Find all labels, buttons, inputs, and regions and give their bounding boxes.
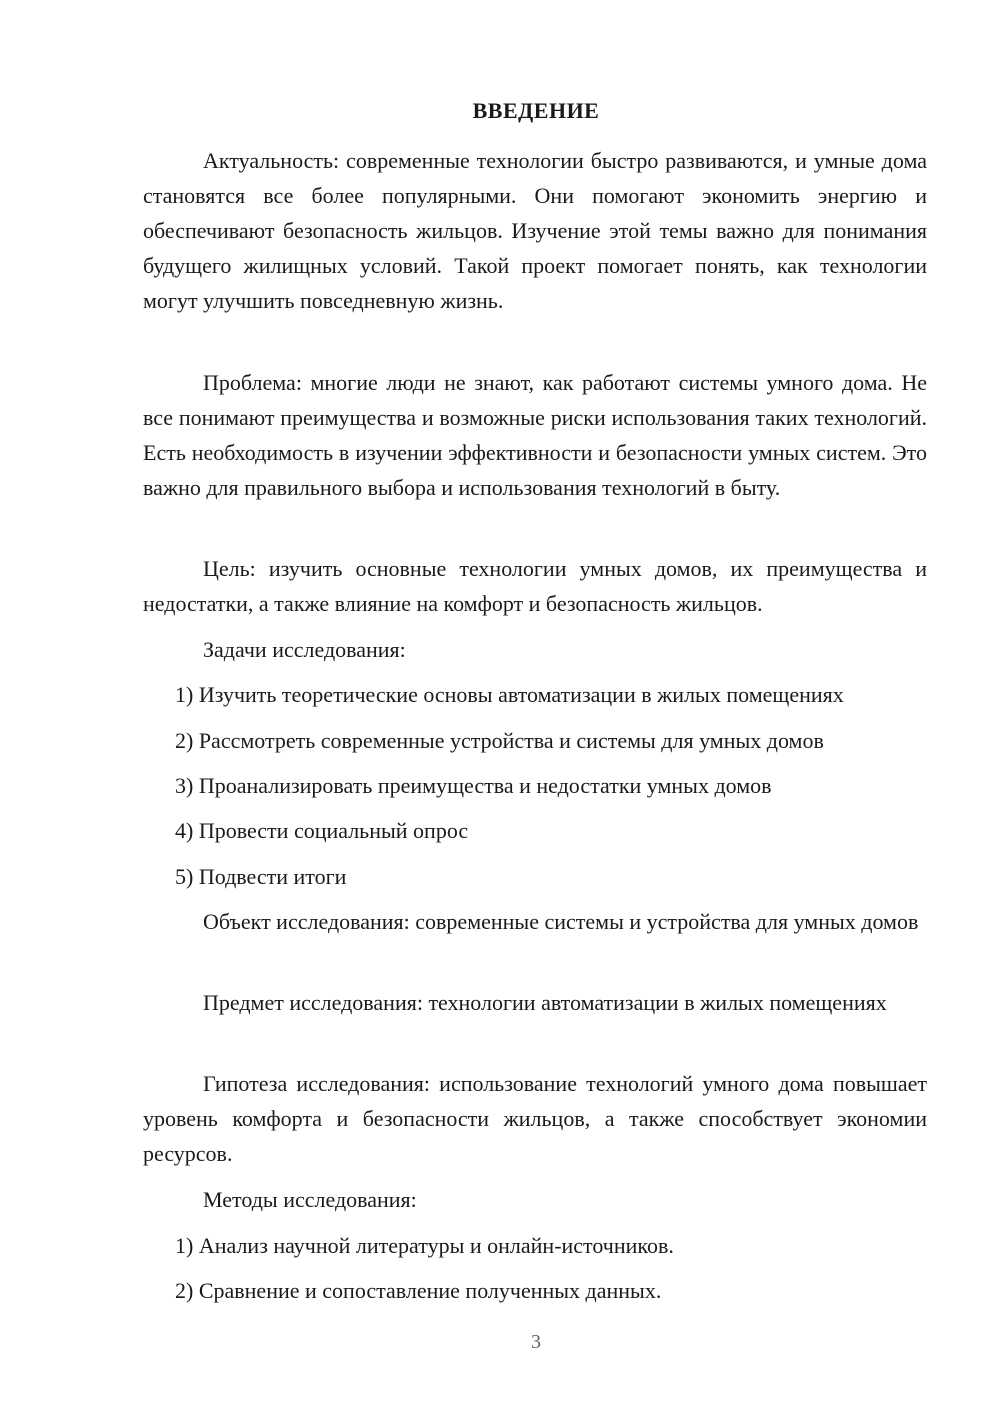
task-item-1: 1) Изучить теоретические основы автоматизации в жилых помещениях [175, 682, 844, 707]
paragraph-subject: Предмет исследования: технологии автоматизации в жилых помещениях [203, 990, 887, 1015]
task-item-3: 3) Проанализировать преимущества и недостатки умных домов [175, 773, 772, 798]
page-number: 3 [531, 1331, 541, 1353]
paragraph-problem: Проблема: многие люди не знают, как работают системы умного дома. Не все понимают преимущества и возможные риски использования таких технологий. Есть необходимость в изучении эффективности и безопасности умных систем. Это важно для правильного выбора и использования технологий в быту. [143, 370, 927, 500]
paragraph-goal: Цель: изучить основные технологии умных домов, их преимущества и недостатки, а также влияние на комфорт и безопасность жильцов. [143, 556, 927, 616]
task-item-5: 5) Подвести итоги [175, 864, 347, 889]
method-item-2: 2) Сравнение и сопоставление полученных данных. [175, 1278, 662, 1303]
method-item-1: 1) Анализ научной литературы и онлайн-источников. [175, 1233, 674, 1258]
page-title: ВВЕДЕНИЕ [472, 98, 600, 123]
task-item-4: 4) Провести социальный опрос [175, 818, 469, 843]
task-item-2: 2) Рассмотреть современные устройства и системы для умных домов [175, 728, 824, 753]
paragraph-hypothesis: Гипотеза исследования: использование технологий умного дома повышает уровень комфорта и безопасности жильцов, а также способствует экономии ресурсов. [143, 1071, 927, 1166]
paragraph-object: Объект исследования: современные системы и устройства для умных домов [203, 909, 919, 934]
paragraph-relevance: Актуальность: современные технологии быстро развиваются, и умные дома становятся все более популярными. Они помогают экономить энергию и обеспечивают безопасность жильцов. Изучение этой темы важно для понимания будущего жилищных условий. Такой проект помогает понять, как технологии могут улучшить повседневную жизнь. [143, 148, 927, 313]
tasks-title: Задачи исследования: [203, 637, 406, 662]
methods-title: Методы исследования: [203, 1187, 417, 1212]
